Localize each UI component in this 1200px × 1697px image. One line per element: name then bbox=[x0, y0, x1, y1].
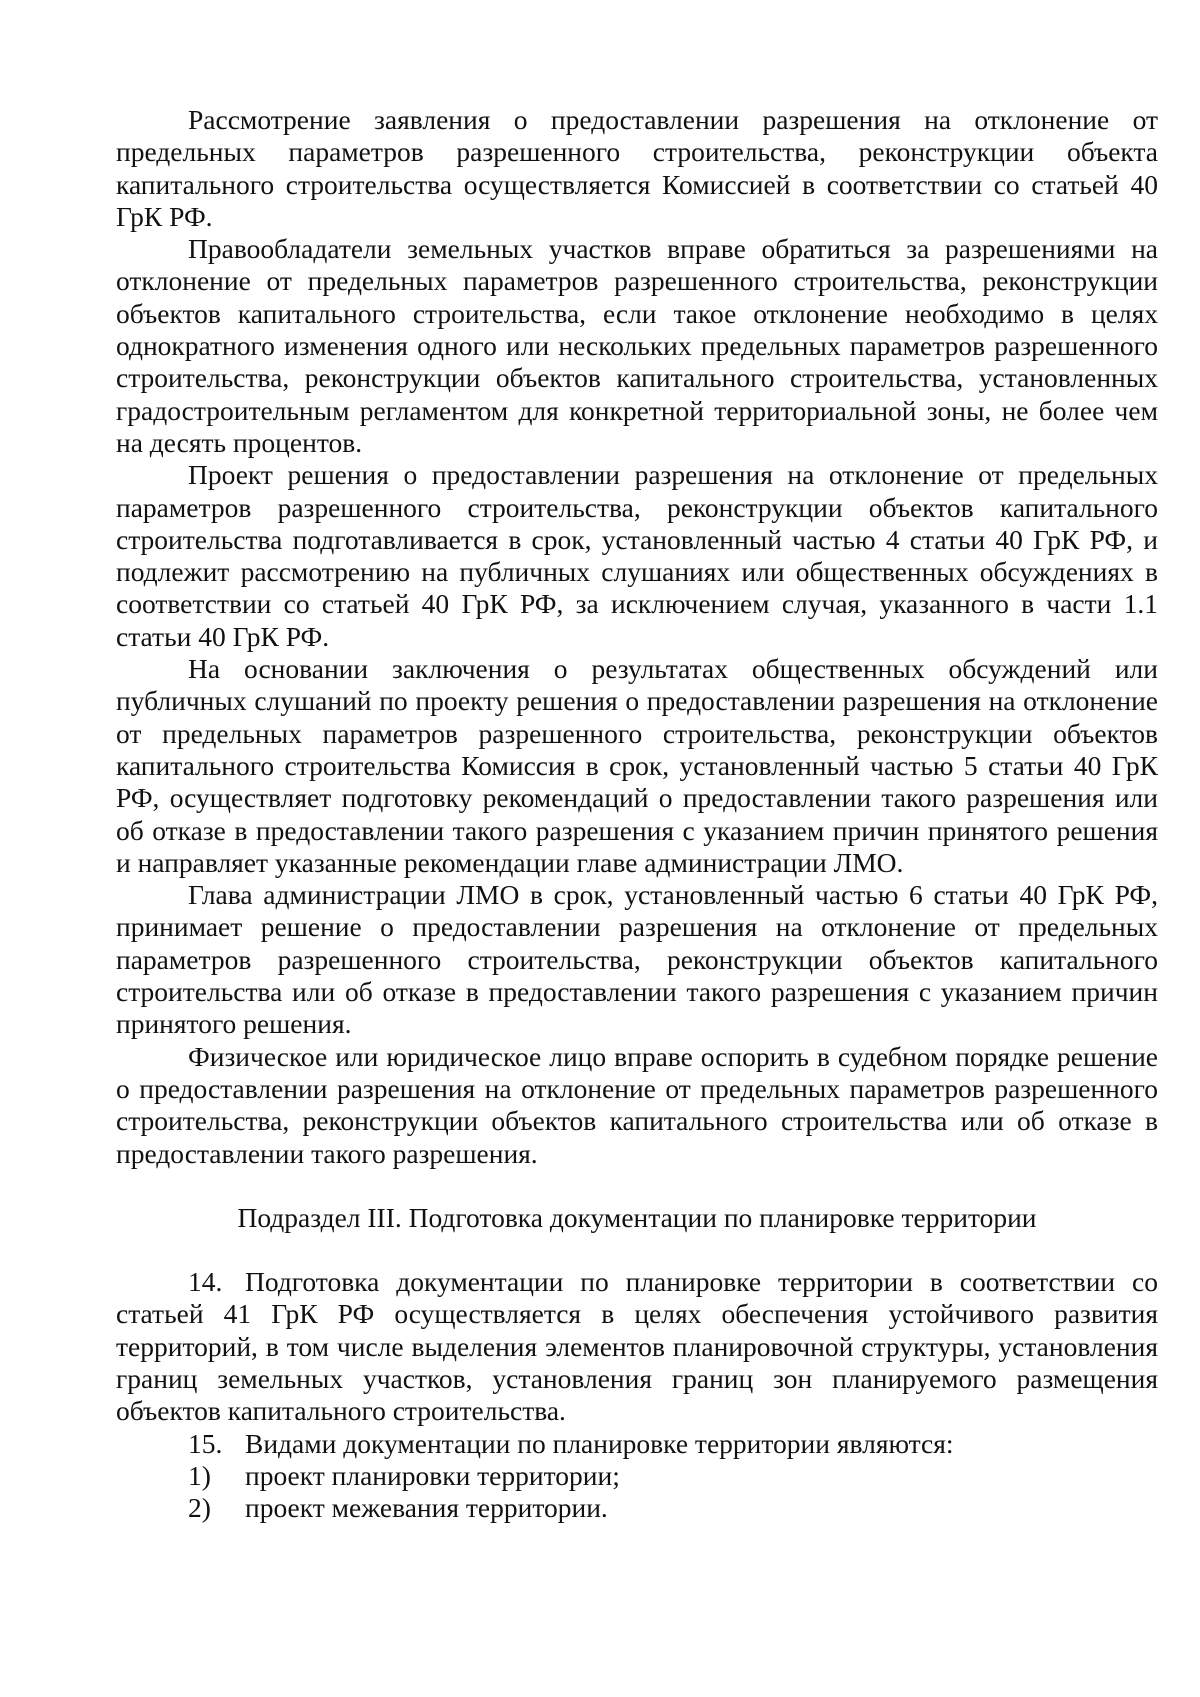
numbered-paragraph bbox=[116, 1266, 1158, 1427]
paragraph: На основании заключения о результатах общественных обсуждений или публичных слушаний по проекту решения о предоставлении разрешения на отклонение от предельных параметров разрешенного строительства, реконструкции объектов капитального строительства Комиссия в срок, установленный частью 5 статьи 40 ГрК РФ, осуществляет подготовку рекомендаций о предоставлении такого разрешения или об отказе в предоставлении такого разрешения с указанием причин принятого решения и направляет указанные рекомендации главе администрации ЛМО. bbox=[116, 653, 1158, 878]
document-page bbox=[116, 104, 1158, 1524]
item-text: Подготовка документации по планировке территории в соответствии со статьей 41 ГрК РФ осуществляется в целях обеспечения устойчивого развития территорий, в том числе выделения элементов планировочной структуры, установления границ земельных участков, установления границ зон планируемого размещения объектов капитального строительства. bbox=[116, 1266, 1158, 1427]
item-number: 15. bbox=[188, 1427, 223, 1459]
list-item bbox=[116, 1460, 1158, 1492]
numbered-paragraph bbox=[116, 1428, 1158, 1460]
list-item-number: 2) bbox=[188, 1492, 211, 1524]
item-text: Видами документации по планировке территории являются: bbox=[245, 1427, 954, 1459]
section-heading: Подраздел III. Подготовка документации по планировке территории bbox=[237, 1201, 1037, 1233]
list-item-text: проект межевания территории. bbox=[245, 1492, 608, 1524]
paragraph: Физическое или юридическое лицо вправе оспорить в судебном порядке решение о предоставлении разрешения на отклонение от предельных параметров разрешенного строительства, реконструкции объектов капитального строительства или об отказе в предоставлении такого разрешения. bbox=[116, 1040, 1158, 1169]
paragraph: Проект решения о предоставлении разрешения на отклонение от предельных параметров разрешенного строительства, реконструкции объектов капитального строительства подготавливается в срок, установленный частью 4 статьи 40 ГрК РФ, и подлежит рассмотрению на публичных слушаниях или общественных обсуждениях в соответствии со статьей 40 ГрК РФ, за исключением случая, указанного в части 1.1 статьи 40 ГрК РФ. bbox=[116, 459, 1158, 652]
paragraph: Глава администрации ЛМО в срок, установленный частью 6 статьи 40 ГрК РФ, принимает решение о предоставлении разрешения на отклонение от предельных параметров разрешенного строительства, реконструкции объектов капитального строительства или об отказе в предоставлении такого разрешения с указанием причин принятого решения. bbox=[116, 879, 1158, 1040]
list-item bbox=[116, 1492, 1158, 1524]
paragraph: Правообладатели земельных участков вправе обратиться за разрешениями на отклонение от предельных параметров разрешенного строительства, реконструкции объектов капитального строительства, если такое отклонение необходимо в целях однократного изменения одного или нескольких предельных параметров разрешенного строительства, реконструкции объектов капитального строительства, установленных градостроительным регламентом для конкретной территориальной зоны, не более чем на десять процентов. bbox=[116, 233, 1158, 458]
item-number: 14. bbox=[188, 1266, 223, 1298]
list-item-text: проект планировки территории; bbox=[245, 1459, 620, 1491]
paragraph: Рассмотрение заявления о предоставлении разрешения на отклонение от предельных параметров разрешенного строительства, реконструкции объекта капитального строительства осуществляется Комиссией в соответствии со статьей 40 ГрК РФ. bbox=[116, 104, 1158, 232]
list-item-number: 1) bbox=[188, 1459, 211, 1491]
